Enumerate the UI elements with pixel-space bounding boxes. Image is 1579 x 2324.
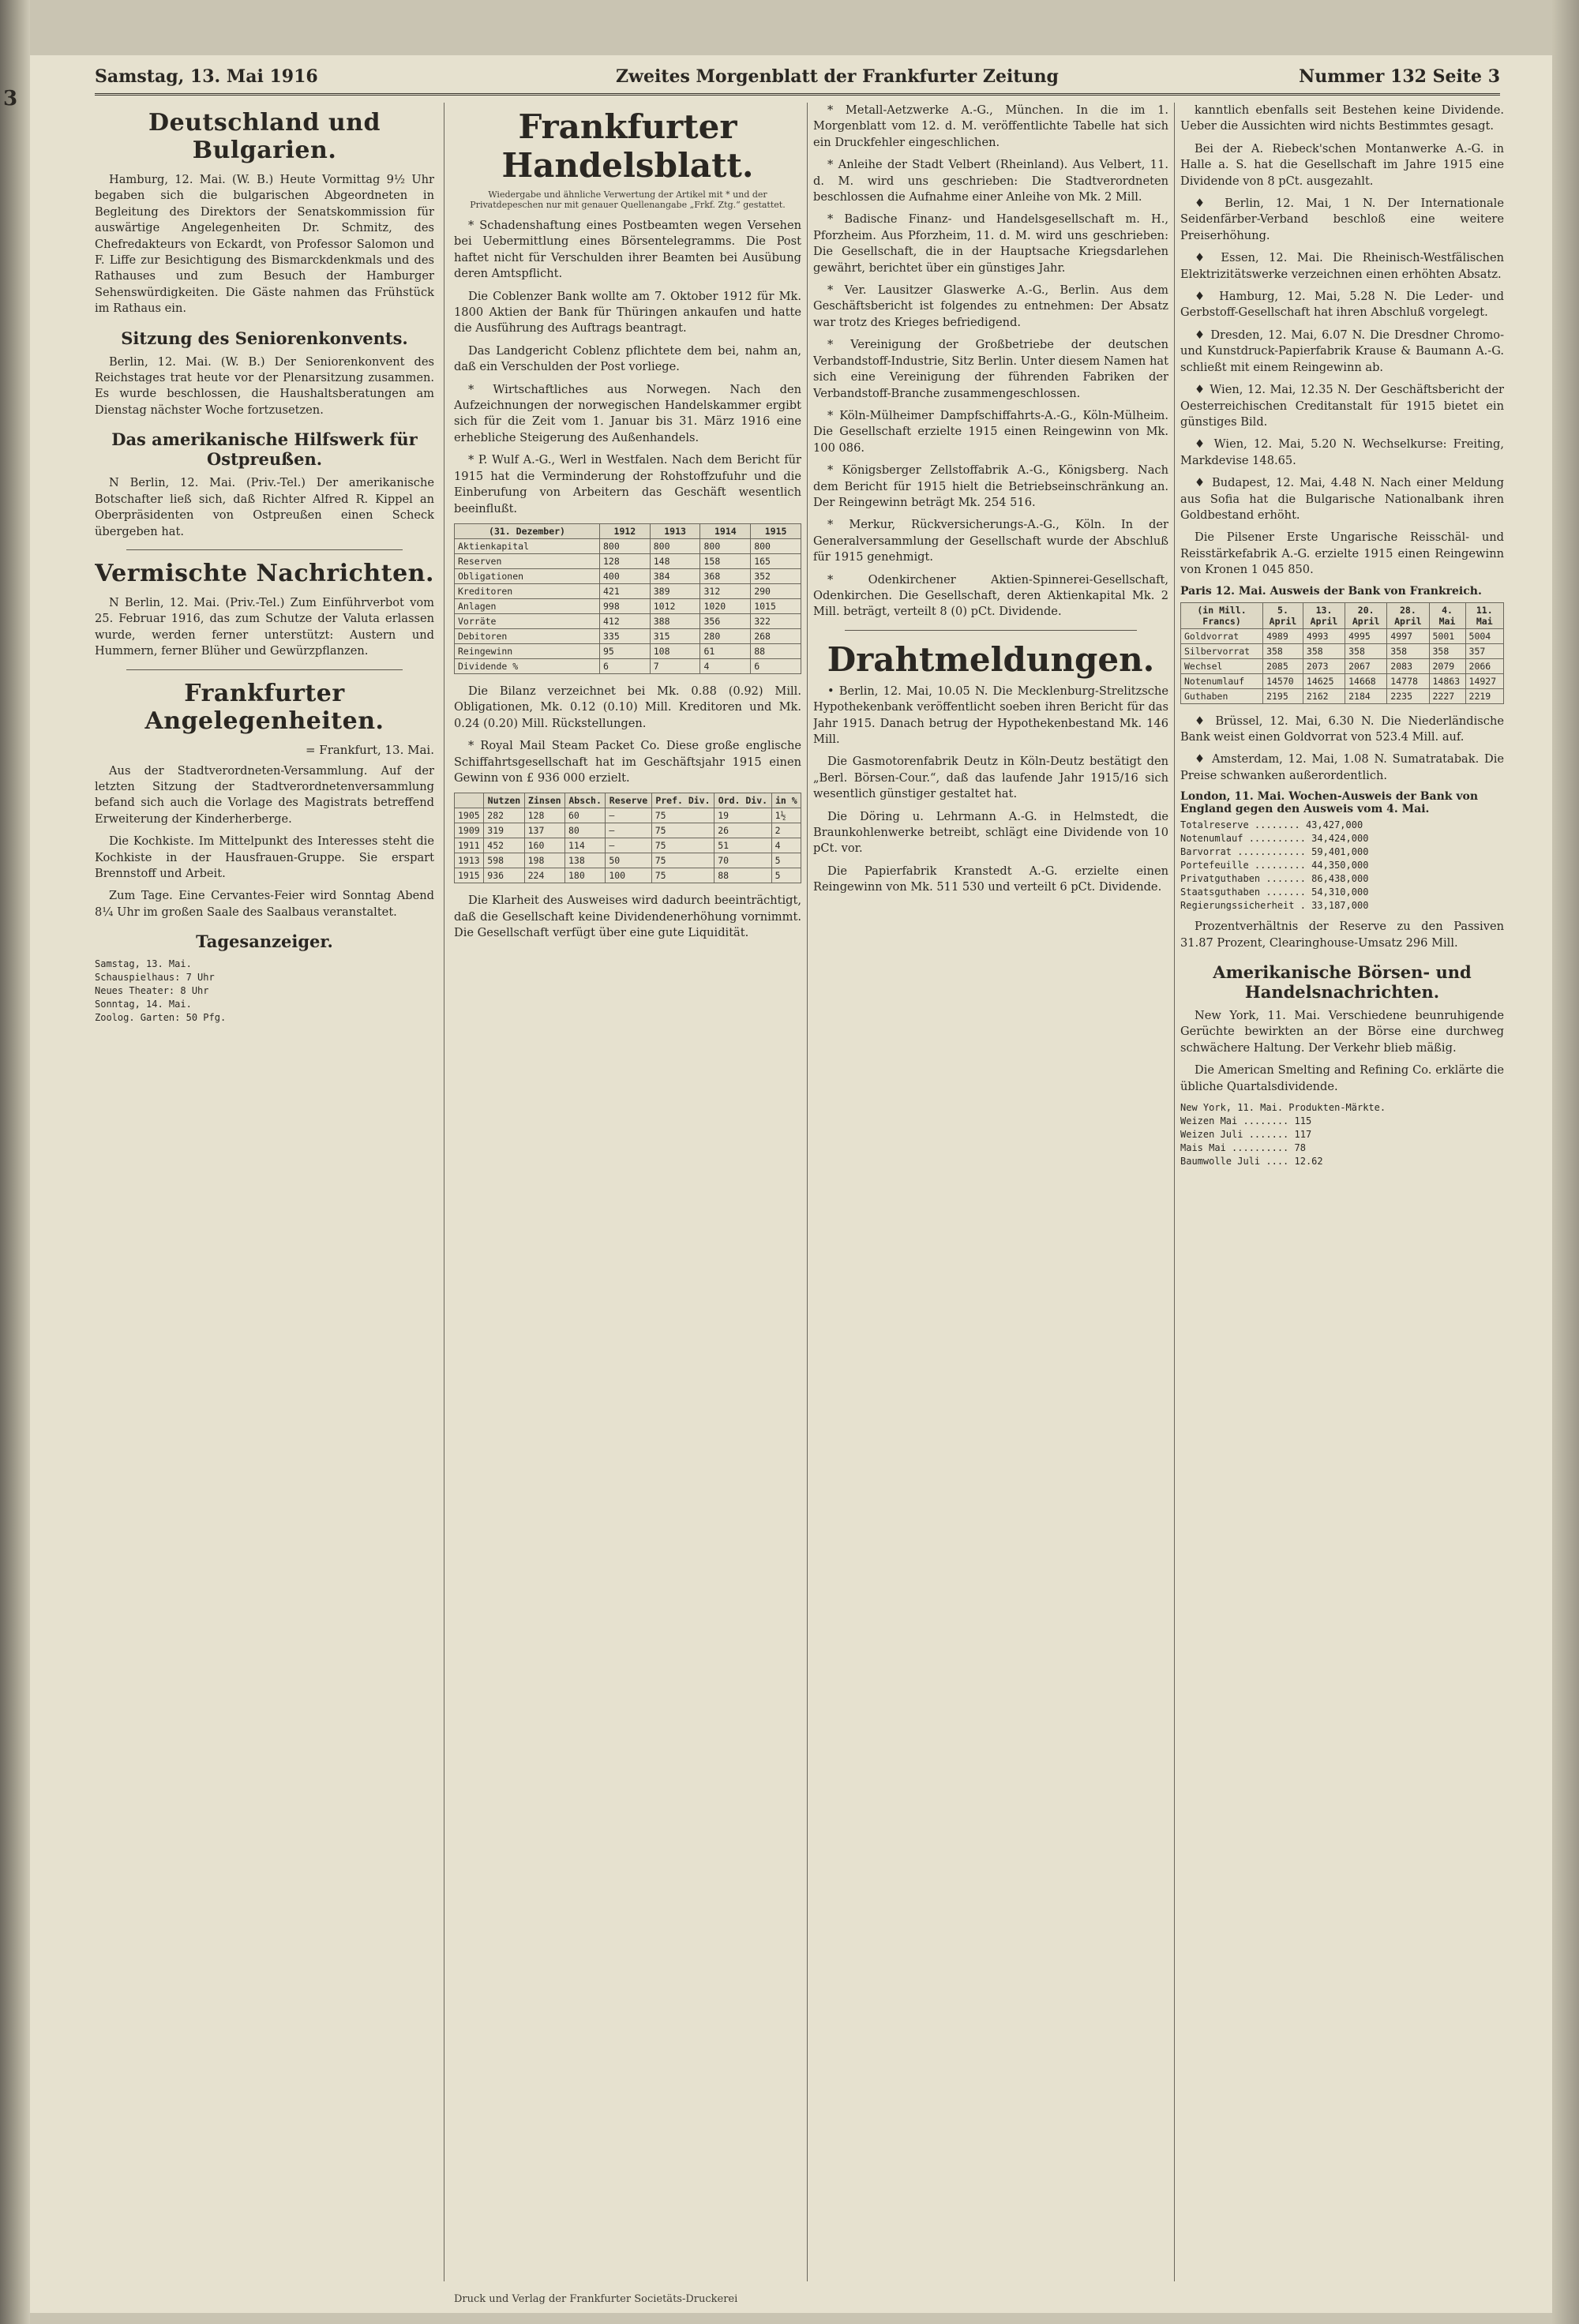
table-cell: Dividende %	[455, 658, 600, 673]
table-cell: 165	[751, 553, 801, 568]
headline-drahtmeldungen: Drahtmeldungen.	[827, 639, 1155, 679]
table-cell: 138	[564, 853, 605, 868]
article-text: Hamburg, 12. Mai. (W. B.) Heute Vormittag 9½ Uhr begaben sich die bulgarischen Abgeordneten in Begleitung des Direktors der Senatskommission für auswärtige Angelegenheiten Dr. Schmitz, des Chefredakteurs von Eckardt, von Professor Salomon und F. Liffe zur Besichtigung des Bismarckdenkmals und des Rathauses und zum Besuch der Hamburger Sehenswürdigkeiten. Die Gäste nahmen das Frühstück im Rathaus ein.	[95, 173, 434, 316]
table-cell: 358	[1303, 643, 1345, 658]
table-cell: 1905	[455, 808, 484, 823]
column-handelsblatt	[454, 103, 801, 2281]
table-cell: Silbervorrat	[1181, 643, 1263, 658]
table-cell: 357	[1465, 643, 1503, 658]
table-cell: 75	[651, 853, 714, 868]
table-cell: 224	[524, 868, 564, 883]
table-cell: 5	[771, 853, 801, 868]
table-cell: 19	[714, 808, 771, 823]
table-header-cell: (31. Dezember)	[455, 523, 600, 538]
headline-hilfswerk: Das amerikanische Hilfswerk für Ostpreußen.	[111, 429, 418, 470]
table-cell: 61	[700, 643, 751, 658]
headline-vermischte: Vermischte Nachrichten.	[95, 559, 434, 587]
table-row	[455, 853, 801, 868]
table-row	[1181, 658, 1504, 673]
royal-mail-table	[454, 793, 801, 883]
headline-seniorenkonvent: Sitzung des Seniorenkonvents.	[121, 328, 408, 348]
london-figures: Totalreserve ........ 43,427,000 Notenumlauf .......... 34,424,000 Barvorrat ............ 59,401,000 Portefeuille ......... 44,350,000 Privatguthaben ....... 86,438,000 Staatsguthaben ....... 54,310,000 Regierungssicherheit . 33,187,000	[1180, 819, 1369, 912]
table-cell: 2227	[1429, 688, 1465, 703]
table-cell: 800	[600, 538, 651, 553]
table-header-cell: (in Mill. Francs)	[1181, 602, 1263, 628]
table-cell: 2184	[1345, 688, 1387, 703]
table-cell: 4989	[1263, 628, 1303, 643]
table-cell: 1½	[771, 808, 801, 823]
table-header-cell: 1915	[751, 523, 801, 538]
table-cell: 75	[651, 808, 714, 823]
table-cell: Goldvorrat	[1181, 628, 1263, 643]
table-row	[455, 838, 801, 853]
table-cell: 358	[1387, 643, 1429, 658]
table-cell: Vorräte	[455, 613, 600, 628]
table-header-cell: in %	[771, 793, 801, 808]
table-cell: 452	[484, 838, 524, 853]
table-cell: 75	[651, 868, 714, 883]
table-cell: —	[606, 838, 651, 853]
table-cell: 4997	[1387, 628, 1429, 643]
article-text: * Vereinigung der Großbetriebe der deutschen Verbandstoff-Industrie, Sitz Berlin. Unter diesem Namen hat sich eine Vereinigung der führenden Fabriken der Verbandstoff-Branche zusammengeschlossen.	[813, 338, 1168, 400]
table-cell: 2235	[1387, 688, 1429, 703]
table-cell: 148	[650, 553, 700, 568]
table-cell: 800	[751, 538, 801, 553]
table-cell: 6	[600, 658, 651, 673]
column-rule	[1174, 103, 1175, 2281]
article-text: Die Gasmotorenfabrik Deutz in Köln-Deutz bestätigt den „Berl. Börsen-Cour.“, daß das laufende Jahr 1915/16 sich wesentlich günstiger gestaltet hat.	[813, 755, 1168, 801]
column-companies	[813, 103, 1168, 2281]
table-cell: 358	[1345, 643, 1387, 658]
table-cell: 14863	[1429, 673, 1465, 688]
article-text: Die Coblenzer Bank wollte am 7. Oktober 1912 für Mk. 1800 Aktien der Bank für Thüringen ankaufen und hatte die Ausführung des Auftrags beantragt.	[454, 289, 801, 335]
table-cell: 4	[771, 838, 801, 853]
article-text: * Wirtschaftliches aus Norwegen. Nach den Aufzeichnungen der norwegischen Handelskammer ergibt sich für die Zeit vom 1. Januar bis 31. März 1916 eine erhebliche Steigerung des Außenhandels.	[454, 382, 801, 444]
table-cell: 800	[650, 538, 700, 553]
table-row	[455, 568, 801, 583]
section-title-handelsblatt: Frankfurter Handelsblatt.	[501, 107, 754, 185]
table-header-cell: 1913	[650, 523, 700, 538]
table-cell: 1911	[455, 838, 484, 853]
headline-american: Amerikanische Börsen- und Handelsnachrichten.	[1213, 962, 1472, 1002]
table-cell: 389	[650, 583, 700, 598]
table-cell: 1015	[751, 598, 801, 613]
table-cell: 282	[484, 808, 524, 823]
article-text: Die Bilanz verzeichnet bei Mk. 0.88 (0.92) Mill. Obligationen, Mk. 0.12 (0.10) Mill. Kreditoren und Mk. 0.24 (0.20) Mill. Rückstellungen.	[454, 684, 801, 730]
balance-table	[454, 523, 801, 674]
table-row	[455, 553, 801, 568]
table-cell: 14570	[1263, 673, 1303, 688]
table-cell: 368	[700, 568, 751, 583]
article-text: * P. Wulf A.-G., Werl in Westfalen. Nach dem Bericht für 1915 hat die Verminderung der Rohstoffzufuhr und die Einberufung von Arbeitern das Geschäft wesentlich beeinflußt.	[454, 453, 801, 515]
table-cell: 88	[714, 868, 771, 883]
article-text: Aus der Stadtverordneten-Versammlung. Auf der letzten Sitzung der Stadtverordnetenversammlung befand sich auch die Vorlage des Magistrats betreffend Erweiterung der Kinderherberge.	[95, 763, 434, 826]
table-cell: —	[606, 823, 651, 838]
table-row	[455, 643, 801, 658]
table-cell: 998	[600, 598, 651, 613]
table-header-cell: 13. April	[1303, 602, 1345, 628]
article-text: * Badische Finanz- und Handelsgesellschaft m. H., Pforzheim. Aus Pforzheim, 11. d. M. wird uns geschrieben: Die Gesellschaft, die in der Hauptsache Kriegsdarlehen gewährt, berichtet über ein günstiges Jahr.	[813, 212, 1168, 275]
table-row	[455, 583, 801, 598]
table-cell: Obligationen	[455, 568, 600, 583]
table-row	[1181, 628, 1504, 643]
table-cell: 2085	[1263, 658, 1303, 673]
table-cell: 14778	[1387, 673, 1429, 688]
article-text: • Berlin, 12. Mai, 10.05 N. Die Mecklenburg-Strelitzsche Hypothekenbank veröffentlicht soeben ihren Bericht für das Jahr 1915. Danach betrug der Hypothekenbestand Mk. 146 Mill.	[813, 684, 1168, 746]
article-text: ♦ Amsterdam, 12. Mai, 1.08 N. Sumatratabak. Die Preise schwanken außerordentlich.	[1180, 752, 1504, 782]
table-cell: 2079	[1429, 658, 1465, 673]
table-cell: 2	[771, 823, 801, 838]
table-cell: Notenumlauf	[1181, 673, 1263, 688]
table-cell: 1909	[455, 823, 484, 838]
bank-of-france-table	[1180, 602, 1504, 704]
table-cell: 2067	[1345, 658, 1387, 673]
table-cell: 2066	[1465, 658, 1503, 673]
article-text: * Royal Mail Steam Packet Co. Diese große englische Schiffahrtsgesellschaft hat im Geschäftsjahr 1915 einen Gewinn von £ 936 000 erzielt.	[454, 739, 801, 785]
table-cell: 5	[771, 868, 801, 883]
table-row	[455, 613, 801, 628]
table-cell: 315	[650, 628, 700, 643]
table-header-cell: 28. April	[1387, 602, 1429, 628]
previous-page-number: 3	[3, 87, 18, 111]
table-cell: 100	[606, 868, 651, 883]
table-cell: 26	[714, 823, 771, 838]
article-text: kanntlich ebenfalls seit Bestehen keine Dividende. Ueber die Aussichten wird nichts Bestimmtes gesagt.	[1180, 103, 1504, 133]
headline-bulgaria: Deutschland und Bulgarien.	[148, 109, 381, 164]
article-text: Das Landgericht Coblenz pflichtete dem bei, nahm an, daß ein Verschulden der Post vorliege.	[454, 343, 801, 374]
article-text: Bei der A. Riebeck'schen Montanwerke A.-G. in Halle a. S. hat die Gesellschaft im Jahre 1915 eine Dividende von 8 pCt. ausgezahlt.	[1180, 141, 1504, 188]
article-text: N Berlin, 12. Mai. (Priv.-Tel.) Zum Einführverbot vom 25. Februar 1916, das zum Schutze der Valuta erlassen wurde, werden ferner unterstützt: Austern und Hummern, ferner Blüher und Gewürzpflanzen.	[95, 595, 434, 658]
table-cell: 2162	[1303, 688, 1345, 703]
divider	[126, 549, 403, 550]
article-text: ♦ Wien, 12. Mai, 12.35 N. Der Geschäftsbericht der Oesterreichischen Creditanstalt für 1915 bietet ein günstiges Bild.	[1180, 383, 1504, 429]
table-header-cell: Absch.	[564, 793, 605, 808]
table-cell: 335	[600, 628, 651, 643]
table-cell: 290	[751, 583, 801, 598]
table-row	[1181, 643, 1504, 658]
table-cell: 70	[714, 853, 771, 868]
masthead-title: Zweites Morgenblatt der Frankfurter Zeitung	[616, 66, 1059, 87]
table-cell: 598	[484, 853, 524, 868]
table-cell: 75	[651, 823, 714, 838]
table-header-cell: Ord. Div.	[714, 793, 771, 808]
column-politics	[95, 103, 434, 2281]
article-text: ♦ Wien, 12. Mai, 5.20 N. Wechselkurse: Freiting, Markdevise 148.65.	[1180, 437, 1504, 467]
table-cell: 75	[651, 838, 714, 853]
table-header-cell: Reserve	[606, 793, 651, 808]
article-text: Die American Smelting and Refining Co. erklärte die übliche Quartalsdividende.	[1180, 1063, 1504, 1093]
table-cell: 412	[600, 613, 651, 628]
london-title: London, 11. Mai. Wochen-Ausweis der Bank von England gegen den Ausweis vom 4. Mai.	[1180, 790, 1479, 816]
table-cell: 180	[564, 868, 605, 883]
table-row	[1181, 673, 1504, 688]
scan-edge	[0, 0, 30, 2324]
table-cell: 1020	[700, 598, 751, 613]
table-cell: 800	[700, 538, 751, 553]
table-row	[455, 538, 801, 553]
table-cell: 51	[714, 838, 771, 853]
table-cell: 80	[564, 823, 605, 838]
table-header-cell: Zinsen	[524, 793, 564, 808]
article-text: ♦ Berlin, 12. Mai, 1 N. Der Internationale Seidenfärber-Verband beschloß eine weitere Preiserhöhung.	[1180, 197, 1504, 242]
table-cell: 936	[484, 868, 524, 883]
table-cell: 5001	[1429, 628, 1465, 643]
article-text: * Merkur, Rückversicherungs-A.-G., Köln. In der Generalversammlung der Gesellschaft wurde der Abschluß für 1915 genehmigt.	[813, 518, 1168, 564]
table-cell: 5004	[1465, 628, 1503, 643]
table-row	[455, 598, 801, 613]
table-row	[1181, 688, 1504, 703]
table-cell: 114	[564, 838, 605, 853]
table-cell: Aktienkapital	[455, 538, 600, 553]
column-rule	[807, 103, 808, 2281]
table-cell: Kreditoren	[455, 583, 600, 598]
table-row	[455, 808, 801, 823]
article-text: * Schadenshaftung eines Postbeamten wegen Versehen bei Uebermittlung eines Börsentelegramms. Die Post haftet nicht für Verschulden ihrer Beamten bei Ausübung deren Amtspflicht.	[454, 219, 801, 281]
divider	[126, 669, 403, 670]
table-cell: 108	[650, 643, 700, 658]
table-cell: 358	[1263, 643, 1303, 658]
headline-frankfurt: Frankfurter Angelegenheiten.	[144, 679, 384, 735]
table-cell: 2073	[1303, 658, 1345, 673]
article-text: Die Kochkiste. Im Mittelpunkt des Interesses steht die Kochkiste in der Hausfrauen-Gruppe. Sie erspart Brennstoff und Arbeit.	[95, 834, 434, 880]
table-cell: 421	[600, 583, 651, 598]
table-cell: 88	[751, 643, 801, 658]
table-header-cell: 11. Mai	[1465, 602, 1503, 628]
article-text: Zum Tage. Eine Cervantes-Feier wird Sonntag Abend 8¼ Uhr im großen Saale des Saalbaus veranstaltet.	[95, 889, 434, 919]
table-cell: Reserven	[455, 553, 600, 568]
table-cell: 95	[600, 643, 651, 658]
table-cell: 14625	[1303, 673, 1345, 688]
article-text: N Berlin, 12. Mai. (Priv.-Tel.) Der amerikanische Botschafter ließ sich, daß Richter Alfred R. Kippel an Oberpräsidenten von Ostpreußen einen Scheck übergeben hat.	[95, 476, 434, 538]
table-header-cell: 4. Mai	[1429, 602, 1465, 628]
table-cell: 2083	[1387, 658, 1429, 673]
table-cell: 4	[700, 658, 751, 673]
masthead	[95, 62, 1500, 96]
table-cell: 4993	[1303, 628, 1345, 643]
table-cell: 280	[700, 628, 751, 643]
table-cell: 7	[650, 658, 700, 673]
article-text: Prozentverhältnis der Reserve zu den Passiven 31.87 Prozent, Clearinghouse-Umsatz 296 Mill.	[1180, 920, 1504, 950]
table-cell: 198	[524, 853, 564, 868]
article-text: * Königsberger Zellstoffabrik A.-G., Königsberg. Nach dem Bericht für 1915 hielt die Betriebseinschränkung an. Der Reingewinn beträgt Mk. 254 516.	[813, 463, 1168, 509]
masthead-page-number: Nummer 132 Seite 3	[1299, 66, 1500, 87]
table-cell: 128	[600, 553, 651, 568]
page-shadow	[1552, 0, 1579, 2324]
article-text: Die Döring u. Lehrmann A.-G. in Helmstedt, die Braunkohlenwerke betreibt, schlägt eine Dividende von 10 pCt. vor.	[813, 809, 1168, 856]
table-cell: —	[606, 808, 651, 823]
article-text: Die Klarheit des Ausweises wird dadurch beeinträchtigt, daß die Gesellschaft keine Dividendenerhöhung vornimmt. Die Gesellschaft verfügt über eine gute Liquidität.	[454, 894, 801, 940]
table-cell: 14668	[1345, 673, 1387, 688]
table-cell: 312	[700, 583, 751, 598]
table-cell: 137	[524, 823, 564, 838]
article-text: * Odenkirchener Aktien-Spinnerei-Gesellschaft, Odenkirchen. Die Gesellschaft, deren Aktienkapital Mk. 2 Mill. beträgt, verteilt 8 (0) pCt. Dividende.	[813, 572, 1168, 619]
table-cell: 2195	[1263, 688, 1303, 703]
table-cell: Debitoren	[455, 628, 600, 643]
table-cell: 128	[524, 808, 564, 823]
table-row	[455, 628, 801, 643]
reprint-note: Wiedergabe und ähnliche Verwertung der Artikel mit * und der Privatdepeschen nur mit genauer Quellenangabe „Frkf. Ztg.“ gestattet.	[470, 189, 786, 210]
article-text: ♦ Dresden, 12. Mai, 6.07 N. Die Dresdner Chromo- und Kunstdruck-Papierfabrik Krause & Baumann A.-G. schließt mit einem Reingewinn ab.	[1180, 328, 1504, 374]
table-cell: 14927	[1465, 673, 1503, 688]
masthead-date: Samstag, 13. Mai 1916	[95, 66, 318, 87]
table-cell: Reingewinn	[455, 643, 600, 658]
table-cell: Anlagen	[455, 598, 600, 613]
table-cell: 4995	[1345, 628, 1387, 643]
article-text: * Köln-Mülheimer Dampfschiffahrts-A.-G., Köln-Mülheim. Die Gesellschaft erzielte 1915 einen Reingewinn von Mk. 100 086.	[813, 408, 1168, 455]
table-cell: 2219	[1465, 688, 1503, 703]
article-text: * Ver. Lausitzer Glaswerke A.-G., Berlin. Aus dem Geschäftsbericht ist folgendes zu entnehmen: Der Absatz war trotz des Krieges befriedigend.	[813, 283, 1168, 329]
table-cell: 322	[751, 613, 801, 628]
table-cell: 358	[1429, 643, 1465, 658]
dateline: = Frankfurt, 13. Mai.	[305, 742, 434, 757]
table-cell: 6	[751, 658, 801, 673]
headline-tagesanzeiger: Tagesanzeiger.	[196, 931, 333, 952]
table-header-cell	[455, 793, 484, 808]
table-row	[455, 658, 801, 673]
table-cell: 356	[700, 613, 751, 628]
table-header-cell: Nutzen	[484, 793, 524, 808]
table-cell: 319	[484, 823, 524, 838]
table-cell: 400	[600, 568, 651, 583]
table-header-cell: 1912	[600, 523, 651, 538]
article-text: Die Pilsener Erste Ungarische Reisschäl- und Reisstärkefabrik A.-G. erzielte 1915 einen Reingewinn von Kronen 1 045 850.	[1180, 530, 1504, 577]
table-cell: 384	[650, 568, 700, 583]
table-row	[455, 868, 801, 883]
table-cell: 1915	[455, 868, 484, 883]
article-text: Berlin, 12. Mai. (W. B.) Der Seniorenkonvent des Reichstages trat heute vor der Plenarsitzung zusammen. Es wurde beschlossen, die Haushaltsberatungen am Dienstag nächster Woche fortzusetzen.	[95, 354, 434, 417]
article-text: * Anleihe der Stadt Velbert (Rheinland). Aus Velbert, 11. d. M. wird uns geschrieben: Die Stadtverordneten beschlossen die Aufnahme einer Anleihe von Mk. 2 Mill.	[813, 158, 1168, 204]
article-text: ♦ Brüssel, 12. Mai, 6.30 N. Die Niederländische Bank weist einen Goldvorrat von 523.4 Mill. auf.	[1180, 714, 1504, 744]
column-markets	[1180, 103, 1504, 2281]
table-cell: Guthaben	[1181, 688, 1263, 703]
table-cell: 60	[564, 808, 605, 823]
divider	[845, 630, 1137, 631]
article-text: ♦ Budapest, 12. Mai, 4.48 N. Nach einer Meldung aus Sofia hat die Bulgarische Nationalbank ihren Goldbestand erhöht.	[1180, 476, 1504, 522]
newyork-markets: New York, 11. Mai. Produkten-Märkte. Weizen Mai ........ 115 Weizen Juli ....... 117 Mais Mai .......... 78 Baumwolle Juli .... 12.62	[1180, 1102, 1386, 1168]
article-text: ♦ Hamburg, 12. Mai, 5.28 N. Die Leder- und Gerbstoff-Gesellschaft hat ihren Abschluß vorgelegt.	[1180, 290, 1504, 320]
table-cell: 388	[650, 613, 700, 628]
table-cell: 352	[751, 568, 801, 583]
article-text: Die Papierfabrik Kranstedt A.-G. erzielte einen Reingewinn von Mk. 511 530 und verteilt 6 pCt. Dividende.	[813, 864, 1168, 894]
article-text: New York, 11. Mai. Verschiedene beunruhigende Gerüchte bewirkten an der Börse eine durchweg schwächere Haltung. Der Verkehr blieb mäßig.	[1180, 1009, 1504, 1055]
table-cell: 50	[606, 853, 651, 868]
article-text: * Metall-Aetzwerke A.-G., München. In die im 1. Morgenblatt vom 12. d. M. veröffentlichte Tabelle hat sich ein Druckfehler eingeschlichen.	[813, 103, 1168, 149]
table-header-cell: Pref. Div.	[651, 793, 714, 808]
table-header-cell: 20. April	[1345, 602, 1387, 628]
table-cell: Wechsel	[1181, 658, 1263, 673]
table-cell: 160	[524, 838, 564, 853]
table-header-cell: 1914	[700, 523, 751, 538]
table-cell: 1913	[455, 853, 484, 868]
footer-imprint: Druck und Verlag der Frankfurter Societäts-Druckerei	[454, 2293, 738, 2305]
listings: Samstag, 13. Mai. Schauspielhaus: 7 Uhr Neues Theater: 8 Uhr Sonntag, 14. Mai. Zoolog. Garten: 50 Pfg.	[95, 958, 227, 1024]
table-header-cell: 5. April	[1263, 602, 1303, 628]
article-text: ♦ Essen, 12. Mai. Die Rheinisch-Westfälischen Elektrizitätswerke verzeichnen einen erhöhten Absatz.	[1180, 251, 1504, 281]
bank-report-title: Paris 12. Mai. Ausweis der Bank von Frankreich.	[1180, 584, 1482, 598]
table-cell: 158	[700, 553, 751, 568]
table-cell: 268	[751, 628, 801, 643]
table-row	[455, 823, 801, 838]
table-cell: 1012	[650, 598, 700, 613]
